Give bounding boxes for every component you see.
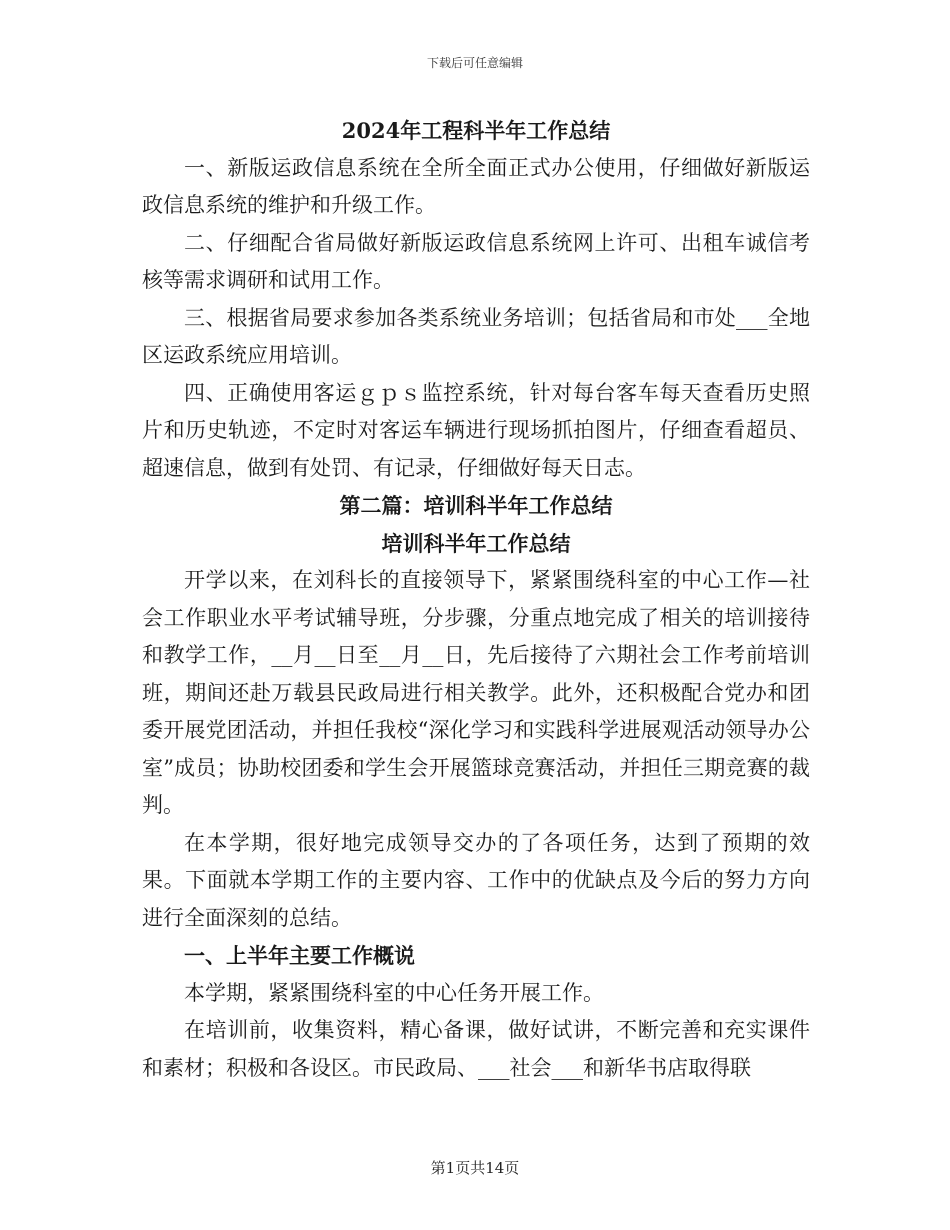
page-number: 第1页共14页 [430, 1159, 520, 1177]
page-header-note: 下载后可任意编辑 [426, 56, 523, 70]
paragraph-7: 本学期，紧紧围绕科室的中心任务开展工作。 [184, 980, 604, 1005]
section-title-2: 第二篇：培训科半年工作总结 [339, 493, 613, 518]
section-heading-1: 一、上半年主要工作概说 [184, 943, 415, 968]
document-body [142, 112, 810, 1087]
section-subtitle: 培训科半年工作总结 [381, 530, 571, 556]
document-title: 2024年工程科半年工作总结 [341, 118, 611, 143]
paragraph-4: 四、正确使用客运ｇｐｓ监控系统，针对每台客车每天查看历史照片和历史轨迹，不定时对客运车辆进行现场抓拍图片，仔细查看超员、超速信息，做到有处罚、有记录，仔细做好每天日志。 [142, 380, 810, 480]
paragraph-6: 在本学期，很好地完成领导交办的了各项任务，达到了预期的效果。下面就本学期工作的主要内容、工作中的优缺点及今后的努力方向进行全面深刻的总结。 [142, 830, 810, 930]
paragraph-2: 二、仔细配合省局做好新版运政信息系统网上许可、出租车诚信考核等需求调研和试用工作。 [142, 230, 810, 292]
paragraph-3: 三、根据省局要求参加各类系统业务培训；包括省局和市处___全地区运政系统应用培训。 [142, 305, 810, 367]
paragraph-8: 在培训前，收集资料，精心备课，做好试讲，不断完善和充实课件和素材；积极和各设区。市民政局、___社会___和新华书店取得联 [142, 1018, 810, 1080]
paragraph-1: 一、新版运政信息系统在全所全面正式办公使用，仔细做好新版运政信息系统的维护和升级工作。 [142, 155, 810, 217]
paragraph-5: 开学以来，在刘科长的直接领导下，紧紧围绕科室的中心工作—社会工作职业水平考试辅导班，分步骤，分重点地完成了相关的培训接待和教学工作，__月__日至__月__日，先后接待了六期社会工作考前培训班，期间还赴万载县民政局进行相关教学。此外，还积极配合党办和团委开展党团活动，并担任我校“深化学习和实践科学进展观活动领导办公室”成员；协助校团委和学生会开展篮球竞赛活动，并担任三期竞赛的裁判。 [142, 568, 810, 817]
